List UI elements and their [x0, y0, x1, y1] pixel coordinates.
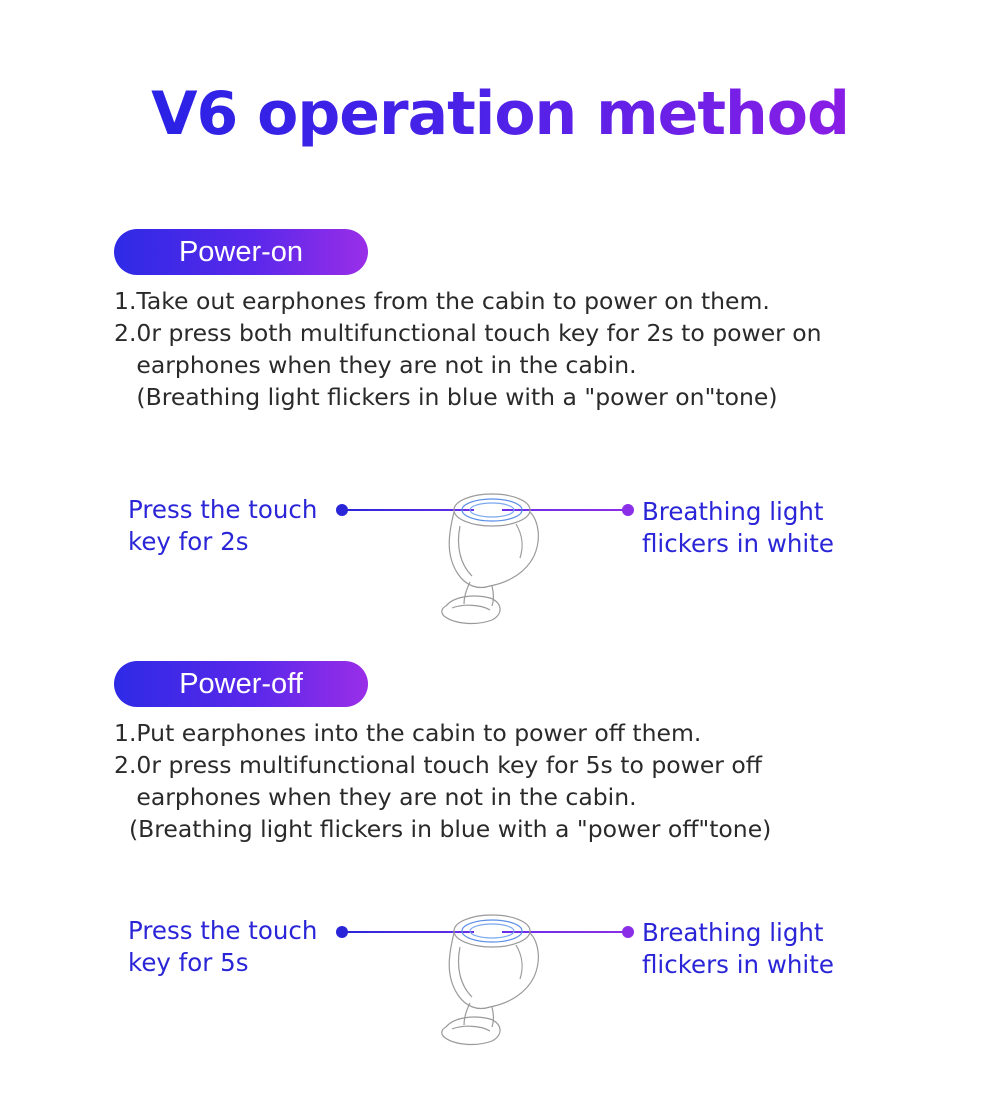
right-connector-dot — [622, 504, 634, 516]
step-line: earphones when they are not in the cabin. — [114, 351, 637, 379]
power-off-diagram — [0, 901, 1000, 1061]
step-line: (Breathing light flickers in blue with a "power off"tone) — [114, 815, 772, 843]
right-connector-dot — [622, 926, 634, 938]
power-on-pill: Power-on — [114, 229, 368, 275]
page-title — [0, 78, 1000, 150]
power-off-pill: Power-off — [114, 661, 368, 707]
left-label-line1: Press the touch — [128, 916, 318, 945]
right-label-line2: flickers in white — [642, 529, 834, 558]
left-label-line2: key for 5s — [128, 948, 249, 977]
earbud-icon — [430, 907, 560, 1047]
right-label-line1: Breathing light — [642, 497, 824, 526]
step-line: earphones when they are not in the cabin. — [114, 783, 637, 811]
power-on-diagram — [0, 480, 1000, 640]
earbud-icon — [430, 486, 560, 626]
power-off-steps — [114, 717, 914, 845]
left-label-line1: Press the touch — [128, 495, 318, 524]
step-line: 2.0r press multifunctional touch key for 5s to power off — [114, 751, 762, 779]
step-line: (Breathing light flickers in blue with a "power on"tone) — [114, 383, 778, 411]
right-label-line2: flickers in white — [642, 950, 834, 979]
step-line: 1.Take out earphones from the cabin to power on them. — [114, 287, 770, 315]
left-label-line2: key for 2s — [128, 527, 249, 556]
step-line: 2.0r press both multifunctional touch key for 2s to power on — [114, 319, 822, 347]
power-on-steps — [114, 285, 914, 413]
right-label-line1: Breathing light — [642, 918, 824, 947]
title-text: V6 operation method — [151, 79, 849, 149]
step-line: 1.Put earphones into the cabin to power off them. — [114, 719, 702, 747]
